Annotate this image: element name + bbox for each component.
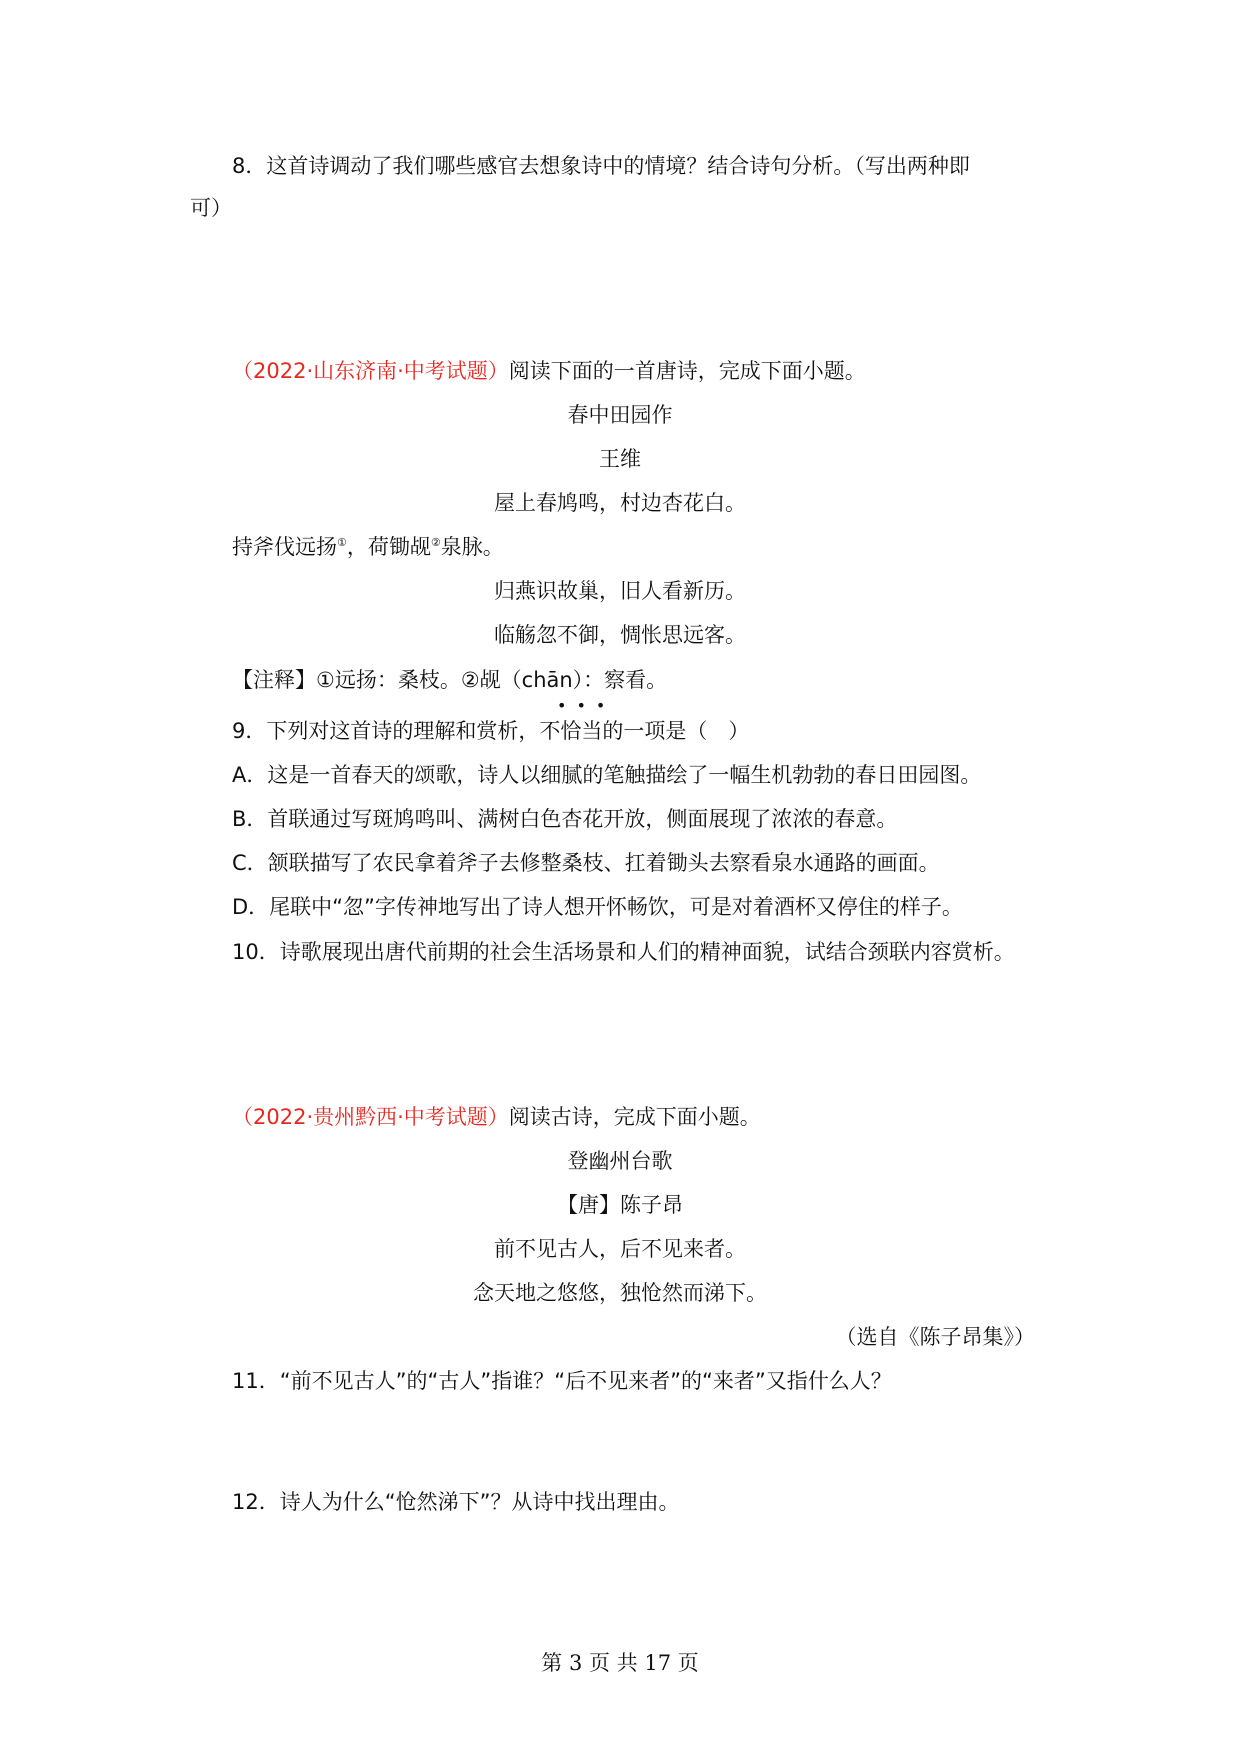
poem2-title: 登幽州台歌 <box>567 1149 673 1173</box>
section1-intro: 阅读下面的一首唐诗，完成下面小题。 <box>508 359 866 383</box>
poem1-line-2-a: 持斧伐远扬 <box>232 535 337 559</box>
option-d: D．尾联中“忽”字传神地写出了诗人想开怀畅饮，可是对着酒杯又停住的样子。 <box>232 895 963 919</box>
question-8-text: 8．这首诗调动了我们哪些感官去想象诗中的情境？结合诗句分析。（写出两种即 <box>232 154 970 178</box>
section1-source: （2022·山东济南·中考试题） <box>232 359 509 383</box>
question-8 <box>190 145 1032 229</box>
poem2-line-2: 念天地之悠悠，独怆然而涕下。 <box>473 1281 767 1305</box>
option-c: C．颔联描写了农民拿着斧子去修整桑枝、扛着锄头去察看泉水通路的画面。 <box>232 851 940 875</box>
poem2-citation: （选自《陈子昂集》） <box>835 1325 1035 1349</box>
poem2-author: 【唐】陈子昂 <box>557 1193 683 1217</box>
section1-header <box>232 356 866 386</box>
question-11: 11．“前不见古人”的“古人”指谁？“后不见来者”的“来者”又指什么人？ <box>232 1369 892 1393</box>
poem1-title: 春中田园作 <box>567 403 673 427</box>
question-9: 9．下列对这首诗的理解和赏析，不恰当的一项是（ ） <box>232 719 750 743</box>
emphasis-dots: ••• <box>557 696 616 715</box>
footnote-marker-1: ① <box>337 536 347 549</box>
option-b: B．首联通过写斑鸠鸣叫、满树白色杏花开放，侧面展现了浓浓的春意。 <box>232 807 898 831</box>
poem1-line-2 <box>232 532 504 562</box>
poem1-line-4: 临觞忽不御，惆怅思远客。 <box>494 623 746 647</box>
poem1-line-2-b: ，荷锄觇 <box>346 535 431 559</box>
poem1-line-1: 屋上春鸠鸣，村边杏花白。 <box>494 491 746 515</box>
section2-header <box>232 1102 761 1132</box>
footnote-marker-2: ② <box>430 536 441 549</box>
option-a: A．这是一首春天的颂歌，诗人以细腻的笔触描绘了一幅生机勃勃的春日田园图。 <box>232 763 982 787</box>
poem1-line-2-c: 泉脉。 <box>440 535 504 559</box>
question-10: 10．诗歌展现出唐代前期的社会生活场景和人们的精神面貌，试结合颈联内容赏析。 <box>232 940 1015 964</box>
question-12: 12．诗人为什么“怆然涕下”？从诗中找出理由。 <box>232 1490 680 1514</box>
poem2-line-1: 前不见古人，后不见来者。 <box>494 1237 746 1261</box>
poem1-annotation: 【注释】①远扬：桑枝。②觇（chān）：察看。 <box>232 668 668 692</box>
section2-intro: 阅读古诗，完成下面小题。 <box>508 1105 761 1129</box>
poem1-author: 王维 <box>599 447 641 471</box>
page-footer: 第 3 页 共 17 页 <box>541 1651 699 1675</box>
question-8-text-cont: 可） <box>190 196 232 220</box>
poem1-line-3: 归燕识故巢，旧人看新历。 <box>494 579 746 603</box>
section2-source: （2022·贵州黔西·中考试题） <box>232 1105 509 1129</box>
